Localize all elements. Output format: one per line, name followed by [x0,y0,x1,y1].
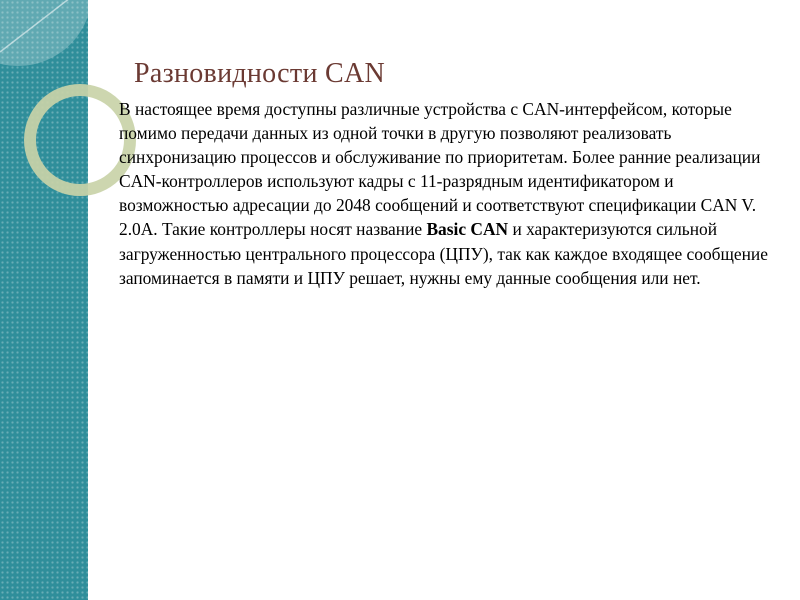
slide-title: Разновидности CAN [134,58,386,89]
body-text-part-2: и характеризуются сильной загруженностью центрального процессора (ЦПУ), так как каждое входящее сообщение запоминается в памяти и ЦПУ решает, нужны ему данные сообщения или нет. [119,219,768,288]
large-pale-circle [0,0,92,66]
decorative-ring [30,90,130,190]
body-text-part-1: В настоящее время доступны различные устройства с CAN-интерфейсом, которые помимо передачи данных из одной точки в другую позволяют реализовать синхронизацию процессов и обслуживание по приоритетам. Более ранние реализации CAN-контроллеров используют кадры с 11-разрядным идентификатором и возможностью адресации до 2048 сообщений и соответствуют спецификации CAN V. 2.0A. Такие контроллеры носят название [119,99,761,240]
slide-body-text [119,97,774,290]
basic-can-term: Basic CAN [426,219,509,240]
